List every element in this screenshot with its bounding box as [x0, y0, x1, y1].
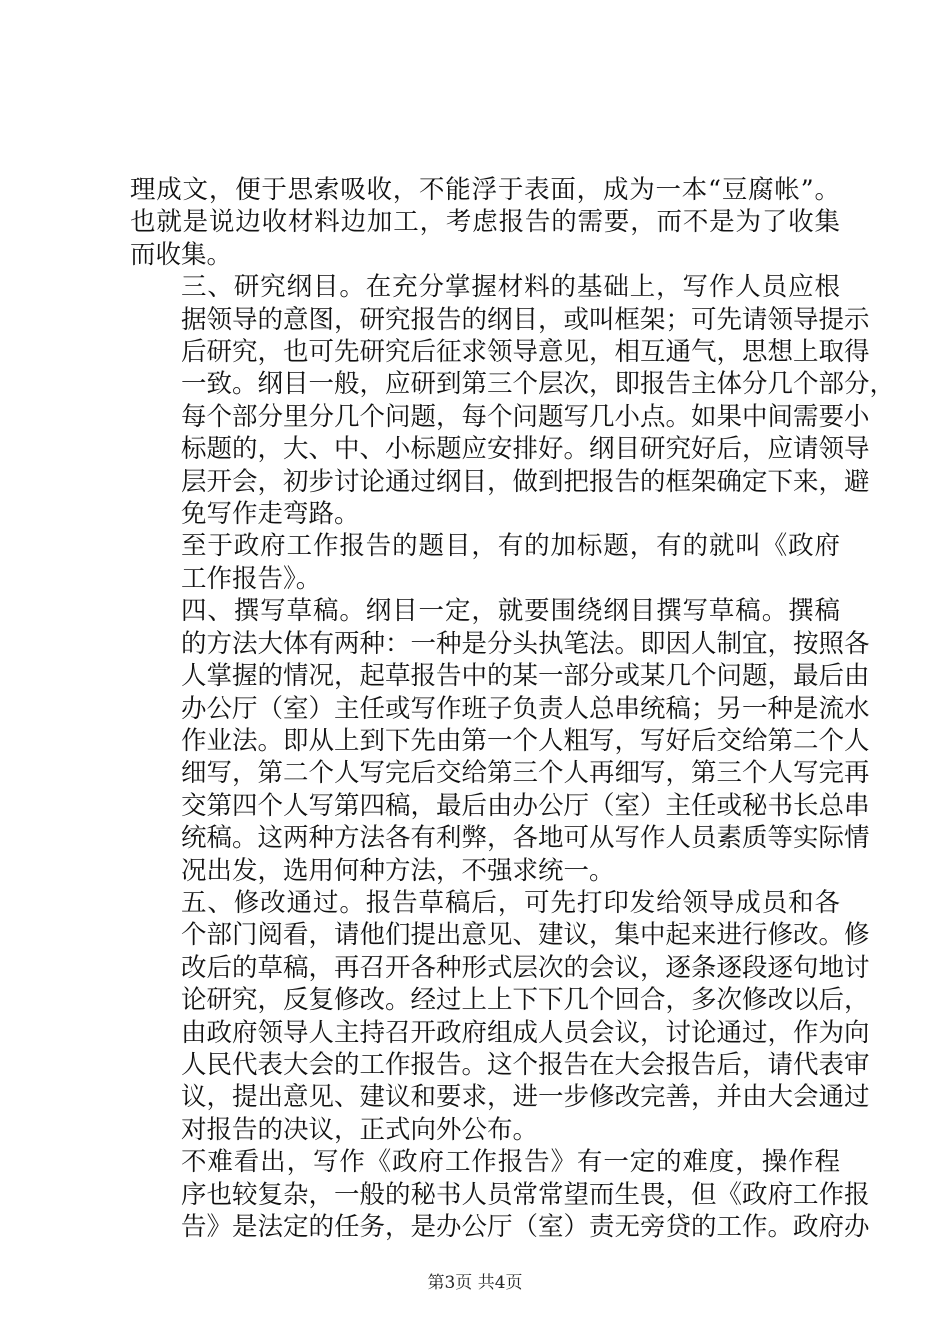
text-line: 三、研究纲目。在充分掌握材料的基础上，写作人员应根 — [181, 272, 840, 303]
text-line: 对报告的决议，正式向外公布。 — [181, 1114, 539, 1145]
text-line: 办公厅（室）主任或写作班子负责人总串统稿；另一种是流水 — [181, 693, 870, 724]
text-line: 不难看出，写作《政府工作报告》有一定的难度，操作程 — [181, 1147, 840, 1178]
paragraph — [130, 1146, 870, 1243]
text-line: 告》是法定的任务，是办公厅（室）责无旁贷的工作。政府办 — [181, 1212, 870, 1242]
text-line: 议，提出意见、建议和要求，进一步修改完善，并由大会通过 — [181, 1082, 870, 1113]
text-line: 统稿。这两种方法各有利弊，各地可从写作人员素质等实际情 — [181, 823, 870, 854]
text-line: 人民代表大会的工作报告。这个报告在大会报告后，请代表审 — [181, 1049, 870, 1080]
paragraph — [130, 530, 840, 595]
text-line: 序也较复杂，一般的秘书人员常常望而生畏，但《政府工作报 — [181, 1179, 870, 1210]
text-line: 由政府领导人主持召开政府组成人员会议，讨论通过，作为向 — [181, 1017, 870, 1048]
text-line: 细写，第二个人写完后交给第三个人再细写，第三个人写完再 — [181, 758, 870, 789]
text-line: 论研究，反复修改。经过上上下下几个回合，多次修改以后， — [181, 985, 870, 1016]
document-body — [130, 174, 896, 1243]
paragraph — [130, 174, 840, 271]
text-line: 一致。纲目一般，应研到第三个层次，即报告主体分几个部分， — [181, 369, 896, 400]
text-line: 五、修改通过。报告草稿后，可先打印发给领导成员和各 — [181, 887, 840, 918]
text-line: 的方法大体有两种：一种是分头执笔法。即因人制宜，按照各 — [181, 628, 870, 659]
paragraph — [130, 271, 896, 530]
text-line: 况出发，选用何种方法，不强求统一。 — [181, 855, 615, 886]
text-line: 也就是说边收材料边加工，考虑报告的需要，而不是为了收集 — [130, 207, 840, 238]
paragraph — [130, 595, 870, 887]
text-line: 人掌握的情况，起草报告中的某一部分或某几个问题，最后由 — [181, 661, 870, 692]
text-line: 作业法。即从上到下先由第一个人粗写，写好后交给第二个人 — [181, 725, 870, 756]
text-line: 后研究，也可先研究后征求领导意见，相互通气，思想上取得 — [181, 337, 870, 368]
paragraph — [130, 887, 870, 1146]
text-line: 理成文，便于思索吸收，不能浮于表面，成为一本“豆腐帐”。 — [130, 175, 840, 205]
text-line: 每个部分里分几个问题，每个问题写几小点。如果中间需要小 — [181, 401, 870, 432]
text-line: 标题的，大、中、小标题应安排好。纲目研究好后，应请领导 — [181, 434, 870, 465]
text-line: 至于政府工作报告的题目，有的加标题，有的就叫《政府 — [181, 531, 840, 562]
text-line: 据领导的意图，研究报告的纲目，或叫框架；可先请领导提示 — [181, 304, 870, 335]
page-footer: 第3页 共4页 — [427, 1273, 523, 1293]
text-line: 而收集。 — [130, 239, 233, 270]
text-line: 免写作走弯路。 — [181, 499, 360, 530]
text-line: 交第四个人写第四稿，最后由办公厅（室）主任或秘书长总串 — [181, 790, 870, 821]
text-line: 个部门阅看，请他们提出意见、建议，集中起来进行修改。修 — [181, 920, 870, 951]
text-line: 改后的草稿，再召开各种形式层次的会议，逐条逐段逐句地讨 — [181, 952, 870, 983]
text-line: 工作报告》。 — [181, 563, 322, 594]
text-line: 层开会，初步讨论通过纲目，做到把报告的框架确定下来，避 — [181, 466, 870, 497]
text-line: 四、撰写草稿。纲目一定，就要围绕纲目撰写草稿。撰稿 — [181, 596, 840, 627]
